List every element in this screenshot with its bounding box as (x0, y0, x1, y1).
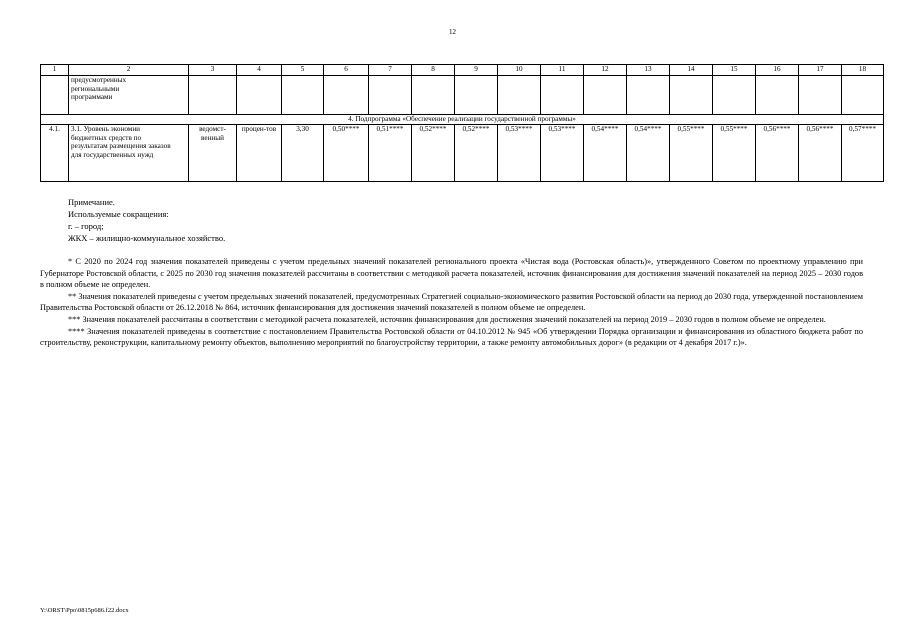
column-number: 10 (498, 65, 541, 76)
column-number: 16 (756, 65, 799, 76)
footnote: *** Значения показателей рассчитаны в соответствии с методикой расчета показателей, источник финансирования для достижения значений показателей на период 2019 – 2030 годов в полном объеме не определен. (68, 314, 826, 324)
year-value: 0,55**** (713, 125, 756, 182)
table-cell (584, 76, 627, 115)
year-value: 0,51**** (369, 125, 412, 182)
table-cell (627, 76, 670, 115)
table-cell (237, 76, 282, 115)
abbreviation-item: ЖКХ – жилищно-коммунальное хозяйство. (68, 233, 226, 243)
column-number: 12 (584, 65, 627, 76)
footnote: ** Значения показателей приведены с учетом предельных значений показателей, предусмотренных Стратегией социально-экономического развития Ростовской области на период до 2030 года, утвержденной постановлением Правительства Ростовской области от 26.12.2018 № 864, источник финансирования для достижения значений показателей в полном объеме не определен. (40, 291, 863, 313)
footnote: **** Значения показателей приведены в соответствие с постановлением Правительства Ростовской области от 04.10.2012 № 945 «Об утверждении Порядка организации и финансирования из областного бюджета работ по строительству, реконструкции, капитальному ремонту объектов, выполнению мероприятий по благоустройству территории, а также ремонту автомобильных дорог» (в редакции от 4 декабря 2017 г.)». (40, 326, 863, 348)
year-value: 0,52**** (455, 125, 498, 182)
column-number: 14 (670, 65, 713, 76)
year-value: 0,53**** (498, 125, 541, 182)
continuation-text: предусмотренных региональными программами (69, 76, 189, 115)
column-number: 18 (842, 65, 884, 76)
table-row (41, 76, 884, 115)
year-value: 0,57**** (842, 125, 884, 182)
year-value: 0,56**** (799, 125, 842, 182)
notes-block (68, 196, 225, 244)
table-cell (324, 76, 369, 115)
table-cell (41, 76, 69, 115)
subprogram-title: 4. Подпрограмма «Обеспечение реализации государственной программы» (41, 115, 884, 125)
footnote: * С 2020 по 2024 год значения показателей приведены с учетом предельных значений показателей регионального проекта «Чистая вода (Ростовская область)», утвержденного Советом по проектному управлению при Губернаторе Ростовской области, с 2025 по 2030 год значения показателей рассчитаны в соответствии с методикой расчета показателей, источник финансирования для достижения значений показателей на период 2025 – 2030 годов в полном объеме не определен. (40, 257, 863, 290)
table-cell (670, 76, 713, 115)
year-value: 0,56**** (756, 125, 799, 182)
column-number: 17 (799, 65, 842, 76)
year-value: 0,52**** (412, 125, 455, 182)
column-number: 5 (282, 65, 324, 76)
column-number: 15 (713, 65, 756, 76)
footnotes-block (40, 256, 863, 349)
column-number: 1 (41, 65, 69, 76)
subprogram-row (41, 115, 884, 125)
table-cell (842, 76, 884, 115)
table-cell (369, 76, 412, 115)
column-number: 2 (69, 65, 189, 76)
table-cell (455, 76, 498, 115)
year-value: 0,50**** (324, 125, 369, 182)
row-number: 4.1. (41, 125, 69, 182)
table-cell (756, 76, 799, 115)
table-cell (412, 76, 455, 115)
year-value: 0,55**** (670, 125, 713, 182)
column-number: 6 (324, 65, 369, 76)
table-cell (799, 76, 842, 115)
column-number: 8 (412, 65, 455, 76)
file-path: Y:\ORST\Ppo\0815p686.f22.docx (40, 607, 129, 614)
indicator-type: ведомст-венный (189, 125, 237, 182)
unit: процен-тов (237, 125, 282, 182)
base-value: 3,30 (282, 125, 324, 182)
year-value: 0,53**** (541, 125, 584, 182)
column-number: 3 (189, 65, 237, 76)
column-number: 7 (369, 65, 412, 76)
table-row (41, 125, 884, 182)
table-header-row (41, 65, 884, 76)
column-number: 9 (455, 65, 498, 76)
year-value: 0,54**** (627, 125, 670, 182)
table-cell (282, 76, 324, 115)
abbreviations-title: Используемые сокращения: (68, 209, 169, 219)
page-number: 12 (449, 28, 456, 36)
indicators-table (40, 64, 884, 182)
indicator-name: 3.1. Уровень экономии бюджетных средств по результатам размещения заказов для государственных нужд (69, 125, 189, 182)
table-cell (189, 76, 237, 115)
notes-title: Примечание. (68, 197, 115, 207)
column-number: 13 (627, 65, 670, 76)
year-value: 0,54**** (584, 125, 627, 182)
column-number: 11 (541, 65, 584, 76)
table-cell (498, 76, 541, 115)
table-cell (713, 76, 756, 115)
abbreviation-item: г. – город; (68, 221, 104, 231)
column-number: 4 (237, 65, 282, 76)
table-cell (541, 76, 584, 115)
